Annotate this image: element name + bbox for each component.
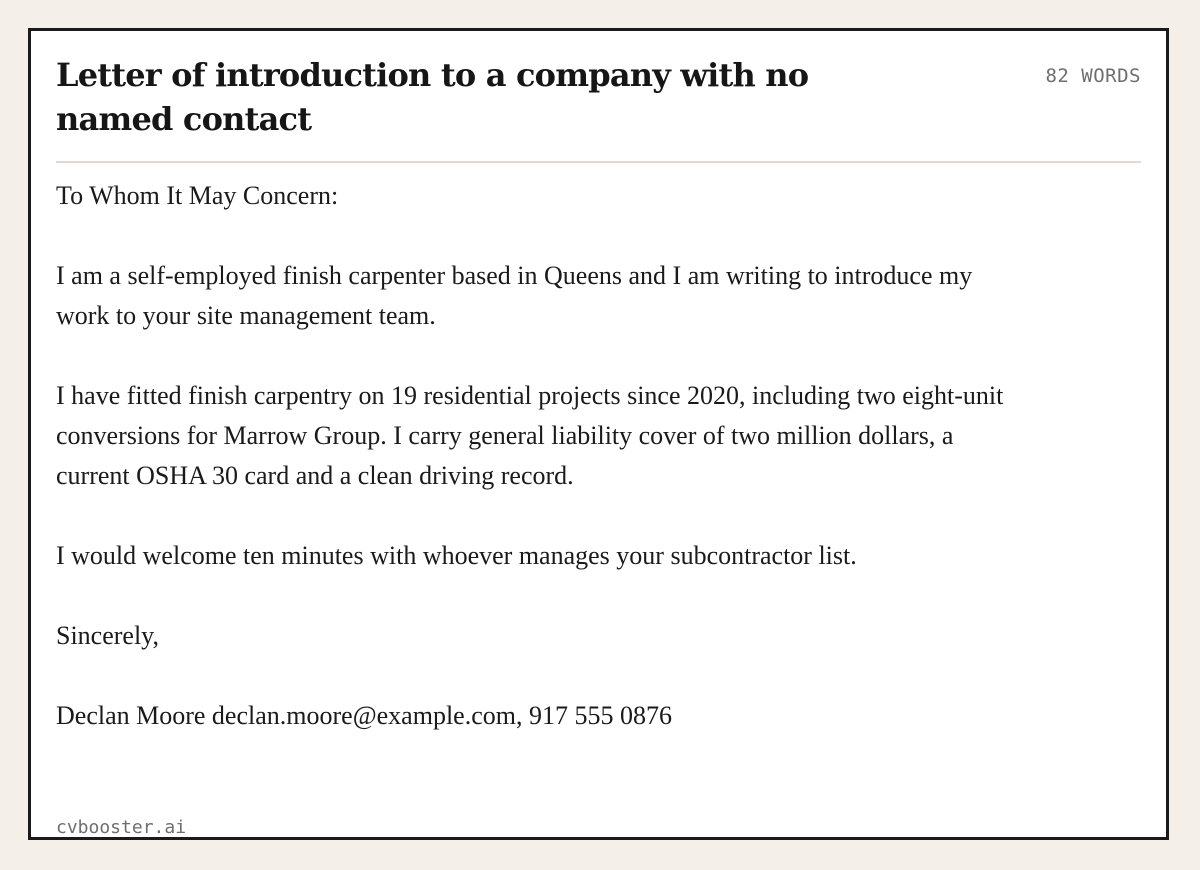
word-count-badge: 82 WORDS — [1045, 65, 1141, 87]
letter-header — [56, 53, 1141, 163]
signature: Declan Moore declan.moore@example.com, 917 555 0876 — [56, 701, 672, 730]
letter-card — [28, 28, 1169, 840]
paragraph-request: I would welcome ten minutes with whoever manages your subcontractor list. — [56, 541, 857, 570]
salutation: To Whom It May Concern: — [56, 181, 339, 210]
paragraph-experience: I have fitted finish carpentry on 19 residential projects since 2020, including two eight-unit conversions for Marrow Group. I carry general liability cover of two million dollars, a current OSHA 30 card and a clean driving record. — [56, 381, 1004, 490]
letter-body — [56, 176, 1016, 736]
paragraph-intro: I am a self-employed finish carpenter based in Queens and I am writing to introduce my work to your site management team. — [56, 261, 973, 330]
brand-footer: cvbooster.ai — [56, 817, 187, 838]
letter-title: Letter of introduction to a company with no named contact — [56, 56, 809, 138]
closing: Sincerely, — [56, 621, 159, 650]
